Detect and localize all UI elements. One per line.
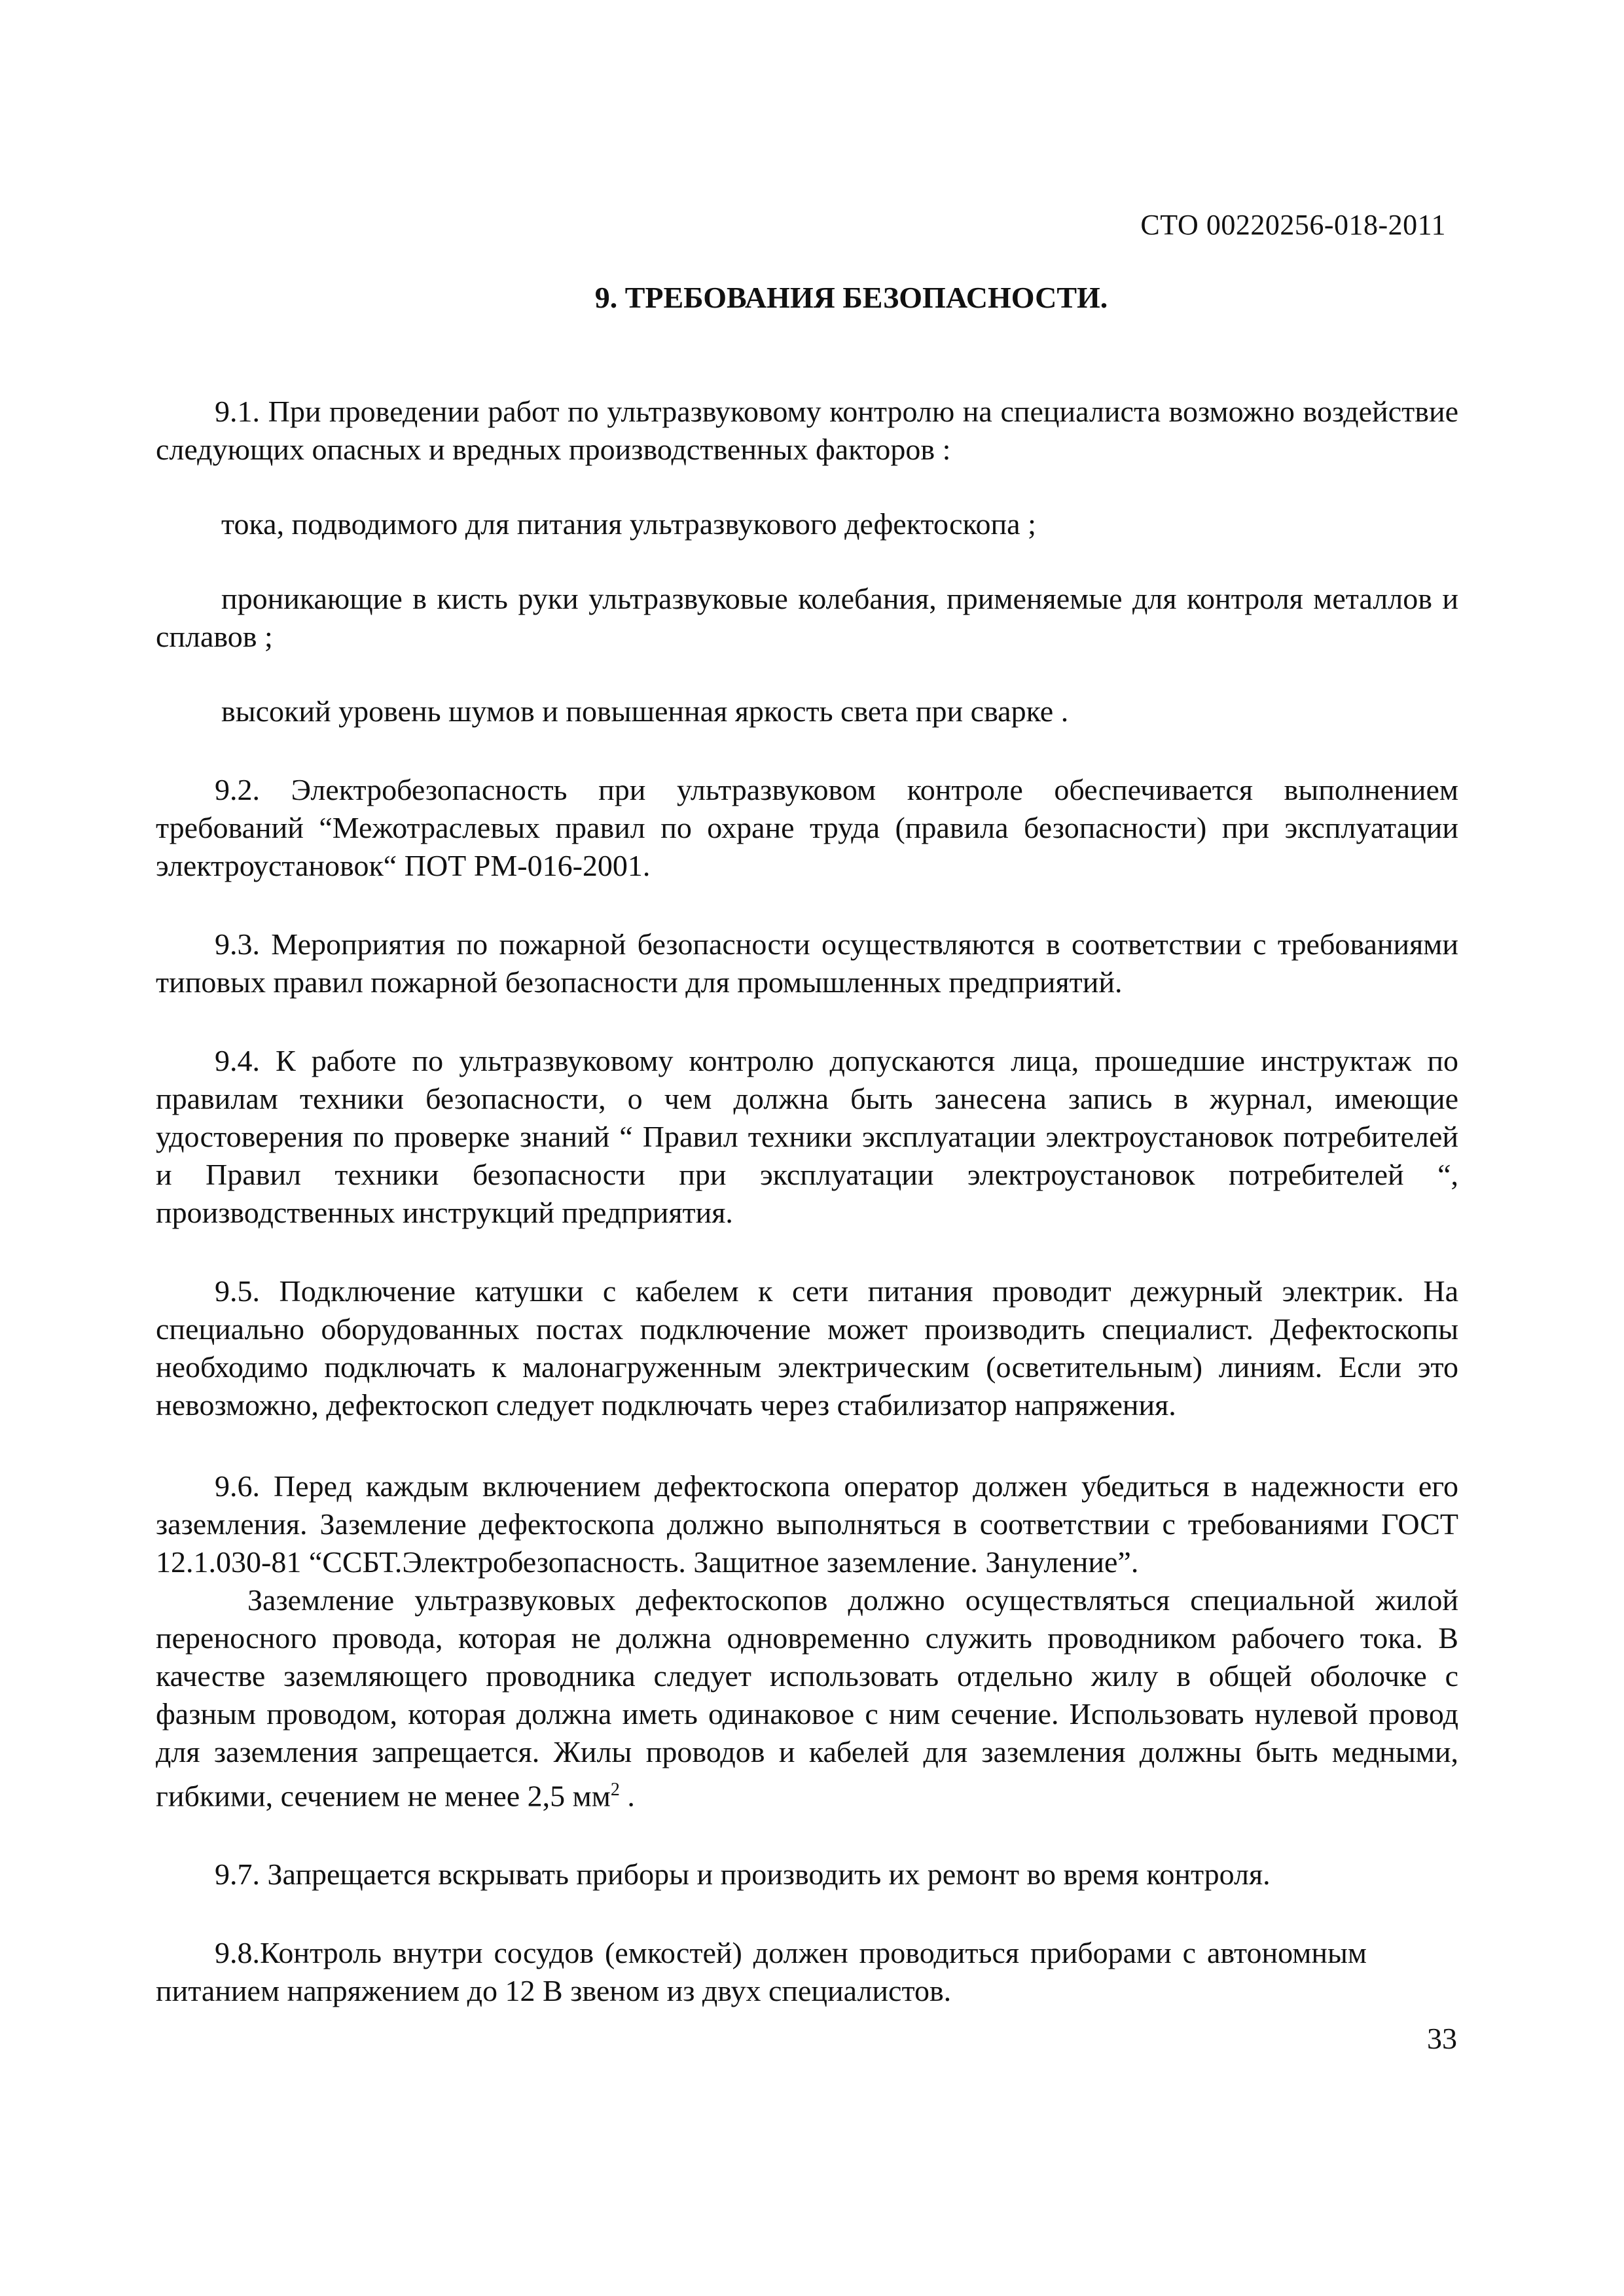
paragraph-9-3: 9.3. Мероприятия по пожарной безопасности осуществляются в соответствии с требованиями типовых правил пожарной безопасности для промышленных предприятий. xyxy=(156,927,1458,999)
page-number: 33 xyxy=(1427,2022,1457,2055)
document-code: СТО 00220256-018-2011 xyxy=(1140,209,1446,241)
paragraph-9-6: 9.6. Перед каждым включением дефектоскопа оператор должен убедиться в надежности его заземления. Заземление дефектоскопа должно выполняться в соответствии с требованиями ГОСТ 12.1.030-81 “ССБТ.Электробезопасность. Защитное заземление. Зануление”. xyxy=(156,1469,1458,1579)
paragraph-9-1: 9.1. При проведении работ по ультразвуковому контролю на специалиста возможно воздействие следующих опасных и вредных производственных факторов : xyxy=(156,395,1458,466)
paragraph-9-8: 9.8.Контроль внутри сосудов (емкостей) должен проводиться приборами с автономным питанием напряжением до 12 В звеном из двух специалистов. xyxy=(156,1936,1367,2008)
paragraph-9-7: 9.7. Запрещается вскрывать приборы и производить их ремонт во время контроля. xyxy=(215,1857,1271,1892)
paragraph-9-2: 9.2. Электробезопасность при ультразвуковом контроле обеспечивается выполнением требований “Межотраслевых правил по охране труда (правила безопасности) при эксплуатации электроустановок“ ПОТ РМ-016-2001. xyxy=(156,773,1458,882)
paragraph-9-6-grounding xyxy=(156,1581,1458,1815)
squared-superscript: 2 xyxy=(610,1780,620,1800)
document-body xyxy=(156,393,1458,2010)
paragraph-9-5: 9.5. Подключение катушки с кабелем к сети питания проводит дежурный электрик. На специально оборудованных постах подключение может производить специалист. Дефектоскопы необходимо подключать к малонагруженным электрическим (осветительным) линиям. Если это невозможно, дефектоскоп следует подключать через стабилизатор напряжения. xyxy=(156,1274,1458,1422)
hazard-item-current: тока, подводимого для питания ультразвукового дефектоскопа ; xyxy=(221,507,1036,541)
hazard-item-noise: высокий уровень шумов и повышенная яркость света при сварке . xyxy=(221,694,1069,728)
paragraph-9-4: 9.4. К работе по ультразвуковому контролю допускаются лица, прошедшие инструктаж по правилам техники безопасности, о чем должна быть занесена запись в журнал, имеющие удостоверения по проверке знаний “ Правил техники эксплуатации электроустановок потребителей и Правил техники безопасности при эксплуатации электроустановок потребителей “, производственных инструкций предприятия. xyxy=(156,1044,1458,1229)
section-title: 9. ТРЕБОВАНИЯ БЕЗОПАСНОСТИ. xyxy=(594,281,1108,314)
grounding-text: Заземление ультразвуковых дефектоскопов должно осуществляться специальной жилой переносного провода, которая не должна одновременно служить проводником рабочего тока. В качестве заземляющего проводника следует использовать отдельно жилу в общей оболочке с фазным проводом, которая должна иметь одинаковое с ним сечение. Использовать нулевой провод для заземления запрещается. Жилы проводов и кабелей для заземления должны быть медными, гибкими, сечением не менее 2,5 мм xyxy=(156,1583,1458,1813)
hazard-item-ultrasound: проникающие в кисть руки ультразвуковые колебания, применяемые для контроля металлов и сплавов ; xyxy=(156,582,1458,653)
grounding-text-end: . xyxy=(619,1779,635,1813)
